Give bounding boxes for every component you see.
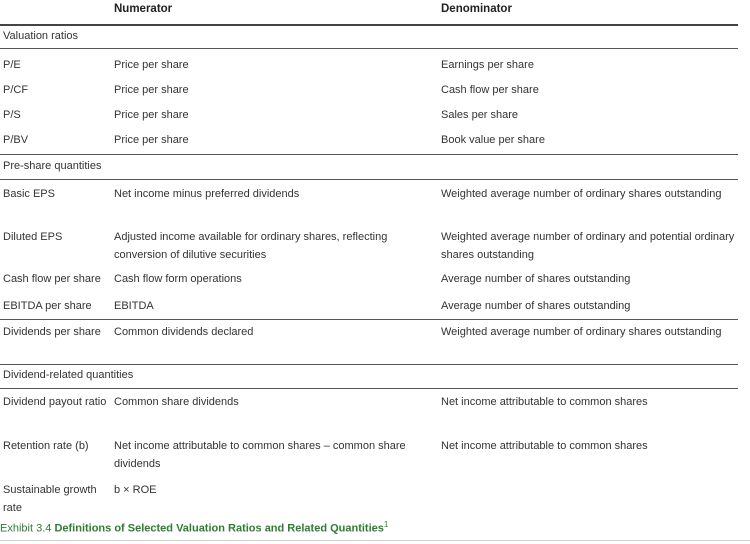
row-name: P/S [3,109,21,121]
row-denominator: Earnings per share [441,59,534,71]
row-numerator: Price per share [114,109,189,121]
section-per-share: Pre-share quantities [3,160,102,172]
row-name: Sustainable growth rate [3,484,97,514]
row-denominator: Weighted average number of ordinary shares outstanding [441,188,722,200]
row-name: Dividends per share [3,326,101,338]
row-denominator: Cash flow per share [441,84,539,96]
row-denominator: Net income attributable to common shares [441,440,648,452]
footnote-marker[interactable]: 1 [383,520,389,529]
denominator-header: Denominator [441,3,512,15]
row-denominator: Weighted average number of ordinary and potential ordinary shares outstanding [441,231,735,261]
section-rule [0,154,738,155]
row-denominator: Net income attributable to common shares [441,396,648,408]
row-denominator: Book value per share [441,134,545,146]
section-rule [0,388,738,389]
row-denominator: Sales per share [441,109,519,121]
row-name: Cash flow per share [3,273,101,285]
row-name: P/CF [3,84,29,96]
row-numerator: EBITDA [114,300,154,312]
row-numerator: Net income minus preferred dividends [114,188,300,200]
section-rule [0,179,738,180]
row-numerator: Price per share [114,84,189,96]
bottom-divider [0,540,750,541]
exhibit-title: Definitions of Selected Valuation Ratios and Related Quantities [54,522,384,535]
row-numerator: Price per share [114,59,189,71]
row-numerator: b × ROE [114,484,157,496]
row-name: P/BV [3,134,29,146]
row-rule [0,319,738,320]
header-rule [0,24,738,26]
section-valuation-ratios: Valuation ratios [3,30,79,42]
row-name: Dividend payout ratio [3,396,107,408]
exhibit-caption [0,520,388,535]
row-denominator: Average number of shares outstanding [441,273,631,285]
row-numerator: Adjusted income available for ordinary shares, reflecting conversion of dilutive securities [114,231,388,261]
row-name: EBITDA per share [3,300,92,312]
row-name: P/E [3,59,21,71]
section-rule [0,48,738,49]
row-name: Retention rate (b) [3,440,89,452]
section-rule [0,364,738,365]
numerator-header: Numerator [114,3,173,15]
row-denominator: Average number of shares outstanding [441,300,631,312]
row-numerator: Net income attributable to common shares – common share dividends [114,440,406,470]
section-dividend: Dividend-related quantities [3,369,134,381]
row-numerator: Cash flow form operations [114,273,242,285]
exhibit-label: Exhibit 3.4 [0,522,52,535]
row-numerator: Common share dividends [114,396,239,408]
row-numerator: Common dividends declared [114,326,254,338]
row-name: Basic EPS [3,188,55,200]
row-numerator: Price per share [114,134,189,146]
row-name: Diluted EPS [3,231,63,243]
row-denominator: Weighted average number of ordinary shares outstanding [441,326,722,338]
